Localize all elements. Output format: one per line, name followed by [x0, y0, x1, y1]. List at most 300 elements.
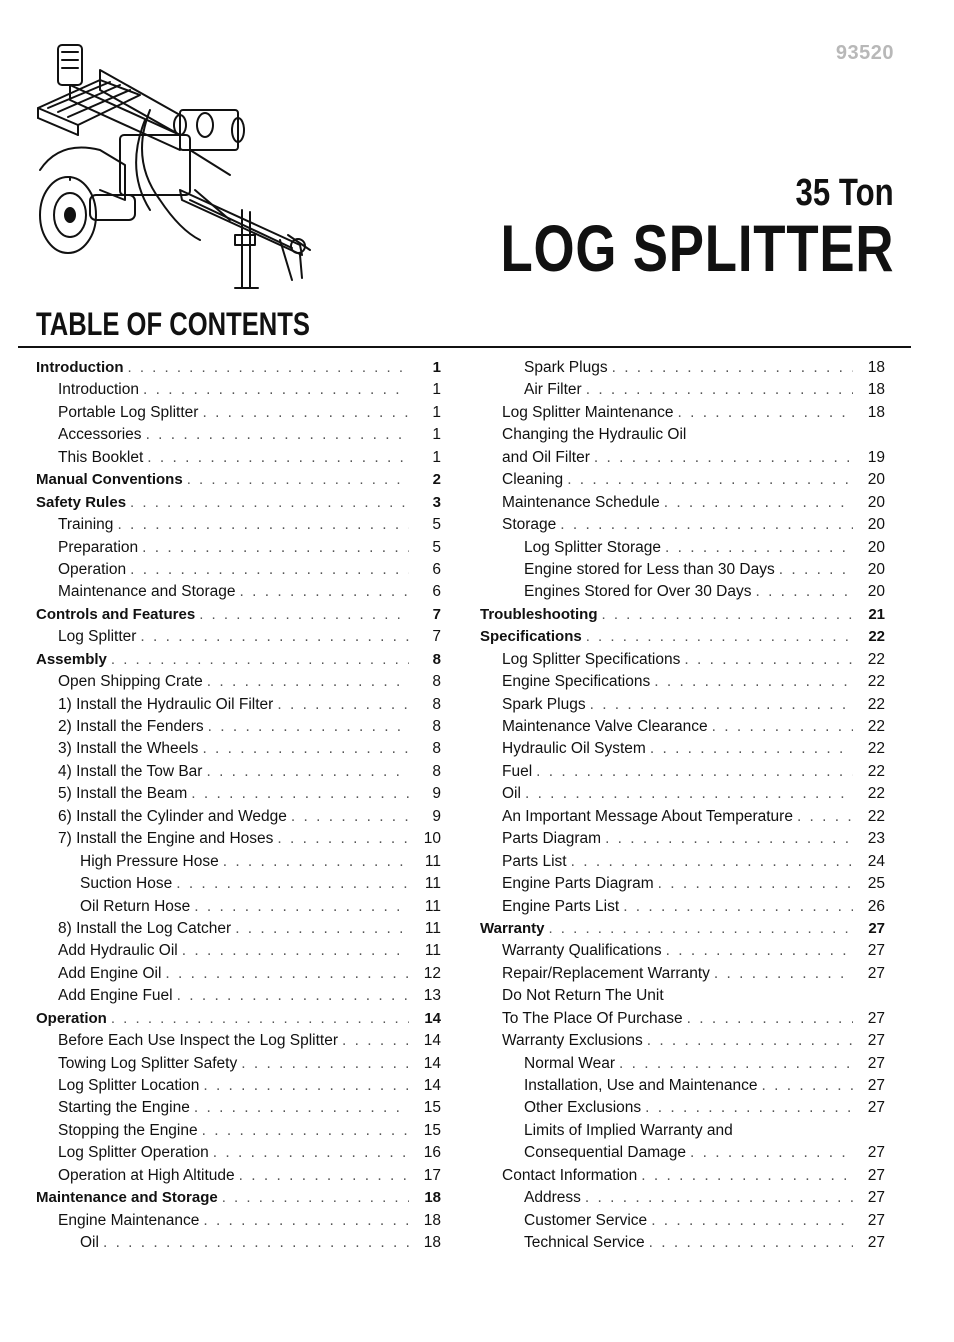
- dot-leader: [130, 494, 409, 511]
- capacity-label: 35 Ton: [795, 172, 894, 214]
- toc-entry[interactable]: [480, 740, 885, 762]
- dot-leader: [199, 606, 409, 623]
- toc-entry-page: 11: [424, 875, 441, 893]
- toc-entry-title: Spark Plugs: [524, 359, 608, 376]
- dot-leader: [240, 583, 409, 601]
- toc-entry-title: Towing Log Splitter Safety: [58, 1054, 238, 1072]
- toc-entry[interactable]: [480, 718, 885, 740]
- toc-entry-page: 18: [423, 1211, 441, 1229]
- toc-entry-title: Repair/Replacement Warranty: [502, 964, 710, 982]
- toc-entry-page: 19: [867, 448, 885, 466]
- dot-leader: [176, 875, 409, 893]
- toc-entry-title: An Important Message About Temperature: [502, 807, 793, 825]
- toc-entry-title: Customer Service: [524, 1211, 648, 1229]
- toc-entry[interactable]: [480, 965, 885, 987]
- dot-leader: [560, 516, 853, 534]
- toc-entry[interactable]: [480, 561, 885, 583]
- toc-entry-title: Add Hydraulic Oil: [58, 942, 178, 960]
- toc-entry-title: Hydraulic Oil System: [502, 740, 646, 758]
- toc-entry-page: 25: [867, 875, 885, 893]
- toc-entry-title: Controls and Features: [36, 605, 196, 623]
- toc-entry-page: 13: [423, 987, 441, 1005]
- toc-entry[interactable]: [36, 1212, 441, 1234]
- toc-entry[interactable]: [36, 920, 441, 942]
- toc-entry-page: 7: [432, 628, 441, 646]
- toc-entry-page: 27: [867, 1144, 885, 1162]
- toc-entry-title: Installation, Use and Maintenance: [524, 1077, 758, 1094]
- toc-entry[interactable]: [480, 853, 885, 875]
- toc-entry-title: 5) Install the Beam: [58, 785, 188, 803]
- toc-entry[interactable]: [36, 359, 441, 381]
- toc-entry-title: Cleaning: [502, 471, 564, 489]
- toc-entry-page: 2: [432, 471, 441, 489]
- dot-leader: [658, 875, 853, 893]
- dot-leader: [665, 539, 853, 557]
- dot-leader: [130, 561, 409, 579]
- toc-entry[interactable]: [36, 449, 441, 471]
- toc-entry-title: 6) Install the Cylinder and Wedge: [58, 807, 287, 825]
- dot-leader: [143, 381, 409, 399]
- toc-entry-page: 27: [867, 1077, 885, 1094]
- toc-entry[interactable]: [480, 1212, 885, 1234]
- dot-leader: [594, 449, 853, 467]
- toc-entry[interactable]: [36, 673, 441, 695]
- toc-entry-page: 8: [432, 740, 441, 758]
- toc-entry[interactable]: [36, 696, 441, 718]
- toc-entry[interactable]: [36, 516, 441, 538]
- toc-entry-title: Do Not Return The Unit: [502, 987, 664, 1005]
- dot-leader: [206, 763, 409, 781]
- toc-entry[interactable]: [480, 987, 885, 1009]
- toc-entry[interactable]: [36, 785, 441, 807]
- toc-entry-title: Operation at High Altitude: [58, 1166, 235, 1184]
- dot-leader: [194, 1099, 409, 1117]
- dot-leader: [536, 763, 853, 781]
- toc-entry-title: Preparation: [58, 538, 139, 556]
- toc-entry-page: 14: [423, 1054, 441, 1072]
- toc-entry-title: Engines Stored for Over 30 Days: [524, 583, 752, 601]
- toc-entry-title: Safety Rules: [36, 493, 127, 511]
- toc-entry-page: 22: [867, 762, 885, 780]
- toc-entry-title: Log Splitter Specifications: [502, 650, 681, 668]
- dot-leader: [651, 1212, 853, 1230]
- toc-entry-title: Maintenance Valve Clearance: [502, 718, 708, 735]
- dot-leader: [140, 628, 409, 646]
- toc-entry-page: 11: [424, 919, 441, 937]
- dot-leader: [342, 1032, 409, 1050]
- toc-entry-page: 5: [432, 538, 441, 556]
- toc-entry-page: 27: [867, 1189, 885, 1207]
- toc-entry[interactable]: [480, 606, 885, 628]
- toc-heading: TABLE OF CONTENTS: [36, 306, 310, 342]
- toc-entry-page: 18: [867, 359, 885, 376]
- dot-leader: [666, 942, 853, 960]
- toc-left-column: [36, 359, 441, 1257]
- toc-entry-title: Operation: [36, 1009, 107, 1027]
- toc-entry[interactable]: [480, 516, 885, 538]
- model-number: 93520: [835, 42, 894, 64]
- dot-leader: [291, 808, 409, 826]
- dot-leader: [567, 471, 853, 489]
- toc-entry-page: 21: [868, 605, 885, 623]
- toc-entry-page: 22: [867, 650, 885, 668]
- dot-leader: [202, 404, 409, 422]
- dot-leader: [525, 785, 853, 803]
- dot-leader: [612, 359, 853, 377]
- toc-entry-page: 10: [423, 830, 441, 848]
- toc-entry-page: 27: [867, 1166, 885, 1184]
- toc-entry[interactable]: [480, 898, 885, 920]
- toc-entry-title: Log Splitter Location: [58, 1077, 200, 1094]
- toc-entry-title: Engine Parts List: [502, 897, 620, 915]
- toc-entry-page: 8: [432, 762, 441, 780]
- toc-entry-page: 1: [432, 403, 441, 421]
- toc-entry-page: 8: [432, 718, 441, 735]
- toc-entry[interactable]: [36, 404, 441, 426]
- dot-leader: [191, 785, 409, 803]
- toc-entry[interactable]: [480, 381, 885, 403]
- toc-entry-title: 3) Install the Wheels: [58, 740, 199, 758]
- toc-entry[interactable]: [36, 539, 441, 561]
- toc-entry-page: 18: [867, 403, 885, 421]
- dot-leader: [619, 1055, 853, 1073]
- dot-leader: [222, 1189, 409, 1206]
- dot-leader: [111, 1010, 409, 1027]
- toc-entry-title: Engine stored for Less than 30 Days: [524, 560, 775, 578]
- toc-entry[interactable]: [36, 740, 441, 762]
- dot-leader: [202, 1122, 409, 1140]
- toc-entry[interactable]: [36, 830, 441, 852]
- dot-leader: [585, 1189, 853, 1207]
- toc-entry[interactable]: [480, 1010, 885, 1032]
- toc-entry-page: 9: [432, 807, 441, 825]
- toc-entry[interactable]: [36, 1122, 441, 1144]
- toc-entry[interactable]: [36, 875, 441, 897]
- toc-entry[interactable]: [36, 987, 441, 1009]
- toc-entry-title: Normal Wear: [524, 1054, 616, 1072]
- dot-leader: [755, 583, 853, 601]
- toc-entry-title: Address: [524, 1189, 581, 1207]
- dot-leader: [203, 1077, 409, 1095]
- toc-entry-page: 11: [424, 897, 441, 915]
- dot-leader: [641, 1167, 853, 1185]
- toc-entry[interactable]: [480, 785, 885, 807]
- dot-leader: [690, 1144, 853, 1162]
- dot-leader: [213, 1144, 409, 1162]
- log-splitter-illustration: [30, 40, 315, 292]
- dot-leader: [127, 359, 409, 376]
- dot-leader: [103, 1234, 409, 1252]
- toc-entry-title: Specifications: [480, 628, 582, 646]
- toc-entry-title: Before Each Use Inspect the Log Splitter: [58, 1032, 339, 1050]
- toc-entry[interactable]: [480, 426, 885, 448]
- dot-leader: [649, 1234, 853, 1252]
- toc-entry[interactable]: [36, 381, 441, 403]
- toc-entry[interactable]: [36, 1234, 441, 1256]
- toc-entry-page: 20: [867, 538, 885, 556]
- toc-entry-page: 20: [867, 583, 885, 601]
- toc-entry-page: 24: [867, 852, 885, 870]
- toc-entry[interactable]: [36, 1010, 441, 1032]
- toc-entry-title: Assembly: [36, 650, 107, 668]
- toc-entry[interactable]: [480, 696, 885, 718]
- toc-entry-page: 6: [432, 583, 441, 601]
- toc-entry[interactable]: [36, 1099, 441, 1121]
- dot-leader: [239, 1167, 409, 1185]
- toc-entry-title: Add Engine Fuel: [58, 987, 173, 1005]
- toc-entry[interactable]: [36, 1055, 441, 1077]
- toc-entry-page: 18: [423, 1234, 441, 1252]
- toc-entry-title: Stopping the Engine: [58, 1121, 198, 1139]
- toc-entry[interactable]: [36, 628, 441, 650]
- toc-entry-page: 11: [424, 852, 441, 870]
- toc-entry[interactable]: [480, 1122, 885, 1144]
- toc-entry-page: 26: [867, 897, 885, 915]
- toc-entry-page: 1: [432, 359, 441, 376]
- toc-entry[interactable]: [480, 763, 885, 785]
- toc-entry[interactable]: [480, 651, 885, 673]
- toc-entry-page: 22: [867, 807, 885, 825]
- dot-leader: [165, 965, 409, 983]
- dot-leader: [194, 898, 409, 916]
- toc-entry-title: Portable Log Splitter: [58, 403, 199, 421]
- dot-leader: [117, 516, 409, 534]
- toc-entry-page: 1: [432, 381, 441, 399]
- toc-entry-page: 11: [424, 942, 441, 960]
- dot-leader: [208, 718, 409, 736]
- toc-entry-page: 5: [432, 516, 441, 534]
- dot-leader: [207, 673, 409, 691]
- toc-entry-title: Log Splitter Storage: [524, 538, 662, 556]
- toc-entry[interactable]: [36, 426, 441, 448]
- toc-entry[interactable]: [480, 1032, 885, 1054]
- toc-entry-title: Oil: [502, 785, 521, 803]
- toc-entry-page: 14: [423, 1077, 441, 1094]
- toc-entry[interactable]: [36, 1077, 441, 1099]
- toc-entry-page: 20: [867, 560, 885, 578]
- toc-entry[interactable]: [480, 830, 885, 852]
- toc-entry[interactable]: [480, 471, 885, 493]
- toc-entry-title: 7) Install the Engine and Hoses: [58, 830, 274, 848]
- toc-entry[interactable]: [480, 359, 885, 381]
- dot-leader: [590, 696, 853, 714]
- dot-leader: [277, 696, 409, 714]
- toc-entry[interactable]: [36, 651, 441, 673]
- toc-entry-title: Limits of Implied Warranty and: [524, 1121, 733, 1139]
- dot-leader: [602, 606, 854, 623]
- toc-entry-title: and Oil Filter: [502, 448, 590, 466]
- toc-entry[interactable]: [480, 1234, 885, 1256]
- toc-entry-page: 22: [868, 628, 885, 646]
- toc-entry-title: Accessories: [58, 426, 142, 444]
- dot-leader: [111, 651, 409, 668]
- toc-entry[interactable]: [480, 1055, 885, 1077]
- dot-leader: [142, 539, 409, 557]
- toc-right-column: [480, 359, 885, 1257]
- toc-entry-page: 1: [432, 426, 441, 444]
- toc-entry[interactable]: [480, 920, 885, 942]
- toc-entry[interactable]: [480, 1144, 885, 1166]
- toc-entry-title: Operation: [58, 560, 127, 578]
- toc-entry[interactable]: [36, 853, 441, 875]
- toc-entry-page: 15: [423, 1121, 441, 1139]
- toc-entry-title: 4) Install the Tow Bar: [58, 762, 203, 780]
- toc-entry-page: 20: [867, 471, 885, 489]
- dot-leader: [177, 987, 409, 1005]
- toc-entry-page: 12: [423, 964, 441, 982]
- toc-entry-title: Warranty: [480, 919, 545, 937]
- toc-entry[interactable]: [480, 628, 885, 650]
- dot-leader: [548, 920, 853, 937]
- toc-entry[interactable]: [480, 673, 885, 695]
- toc-entry[interactable]: [36, 606, 441, 628]
- toc-entry-page: 15: [423, 1099, 441, 1117]
- dot-leader: [182, 942, 409, 960]
- toc-entry[interactable]: [36, 1032, 441, 1054]
- toc-entry-title: 1) Install the Hydraulic Oil Filter: [58, 695, 274, 713]
- toc-entry[interactable]: [36, 494, 441, 516]
- toc-entry-page: 27: [867, 942, 885, 960]
- toc-entry-page: 27: [867, 964, 885, 982]
- toc-entry-title: Parts Diagram: [502, 830, 602, 848]
- toc-entry-title: Suction Hose: [80, 875, 173, 893]
- toc-entry-title: Warranty Qualifications: [502, 942, 662, 960]
- toc-entry[interactable]: [36, 965, 441, 987]
- toc-entry-title: High Pressure Hose: [80, 852, 219, 870]
- toc-entry-title: Introduction: [58, 381, 139, 399]
- toc-entry[interactable]: [480, 942, 885, 964]
- toc-entry-page: 27: [868, 919, 885, 937]
- toc-entry[interactable]: [36, 808, 441, 830]
- toc-entry-page: 16: [423, 1144, 441, 1162]
- toc-entry-page: 27: [867, 1211, 885, 1229]
- toc-entry[interactable]: [36, 942, 441, 964]
- toc-entry-page: 8: [432, 650, 441, 668]
- dot-leader: [762, 1077, 853, 1095]
- toc-entry-title: Other Exclusions: [524, 1099, 642, 1117]
- toc-entry-title: Oil Return Hose: [80, 897, 191, 915]
- toc-entry[interactable]: [480, 1099, 885, 1121]
- dot-leader: [664, 494, 853, 512]
- toc-entry[interactable]: [36, 561, 441, 583]
- dot-leader: [687, 1010, 853, 1028]
- toc-entry-page: 3: [432, 493, 441, 511]
- dot-leader: [650, 740, 853, 758]
- toc-entry[interactable]: [480, 449, 885, 471]
- toc-entry-page: 7: [432, 605, 441, 623]
- toc-entry-title: Maintenance Schedule: [502, 493, 660, 511]
- toc-entry[interactable]: [36, 763, 441, 785]
- toc-entry-page: 27: [867, 1099, 885, 1117]
- toc-entry-title: Warranty Exclusions: [502, 1032, 643, 1050]
- toc-entry[interactable]: [480, 494, 885, 516]
- toc-entry-page: 20: [867, 493, 885, 511]
- dot-leader: [654, 673, 853, 691]
- toc-entry-title: To The Place Of Purchase: [502, 1009, 683, 1027]
- dot-leader: [146, 426, 409, 444]
- dot-leader: [647, 1032, 853, 1050]
- toc-entry-title: Maintenance and Storage: [58, 583, 236, 601]
- toc-entry[interactable]: [480, 875, 885, 897]
- toc-entry-page: 18: [424, 1189, 441, 1207]
- toc-entry-page: 27: [867, 1234, 885, 1252]
- toc-entry-title: Log Splitter: [58, 628, 137, 646]
- toc-entry[interactable]: [36, 1167, 441, 1189]
- toc-entry-page: 14: [424, 1009, 441, 1027]
- toc-entry-title: Consequential Damage: [524, 1144, 686, 1162]
- toc-entry-page: 17: [423, 1166, 441, 1184]
- toc-entry-title: Engine Specifications: [502, 673, 651, 691]
- toc-entry-page: 22: [867, 785, 885, 803]
- toc-entry[interactable]: [480, 1189, 885, 1211]
- toc-entry-title: Engine Parts Diagram: [502, 875, 654, 893]
- toc-entry[interactable]: [36, 471, 441, 493]
- toc-entry[interactable]: [480, 404, 885, 426]
- dot-leader: [605, 830, 853, 848]
- toc-entry-title: Log Splitter Maintenance: [502, 403, 674, 421]
- toc-entry-title: Maintenance and Storage: [36, 1189, 218, 1207]
- dot-leader: [147, 449, 409, 467]
- toc-entry[interactable]: [480, 539, 885, 561]
- toc-entry-page: 9: [432, 785, 441, 803]
- toc-entry[interactable]: [36, 898, 441, 920]
- toc-entry[interactable]: [480, 1167, 885, 1189]
- toc-entry-title: 8) Install the Log Catcher: [58, 919, 232, 937]
- toc-entry-title: Open Shipping Crate: [58, 673, 203, 691]
- dot-leader: [202, 740, 409, 758]
- dot-leader: [241, 1055, 409, 1073]
- toc-entry-title: Changing the Hydraulic Oil: [502, 426, 687, 444]
- dot-leader: [235, 920, 409, 938]
- dot-leader: [797, 808, 853, 826]
- toc-entry-page: 27: [867, 1032, 885, 1050]
- toc-entry-page: 1: [432, 448, 441, 466]
- dot-leader: [645, 1099, 853, 1117]
- toc-entry-page: 27: [867, 1009, 885, 1027]
- toc-entry[interactable]: [36, 1189, 441, 1211]
- dot-leader: [714, 965, 853, 983]
- toc-entry[interactable]: [480, 583, 885, 605]
- toc-entry[interactable]: [480, 808, 885, 830]
- dot-leader: [277, 830, 409, 848]
- toc-entry-title: Storage: [502, 516, 557, 534]
- toc-entry-title: Manual Conventions: [36, 471, 183, 489]
- toc-entry[interactable]: [480, 1077, 885, 1099]
- toc-entry[interactable]: [36, 583, 441, 605]
- dot-leader: [586, 628, 853, 645]
- toc-entry-title: Introduction: [36, 359, 124, 376]
- toc-entry-title: 2) Install the Fenders: [58, 718, 204, 735]
- toc-entry-title: Engine Maintenance: [58, 1211, 200, 1229]
- toc-entry[interactable]: [36, 1144, 441, 1166]
- toc-entry-title: Starting the Engine: [58, 1099, 190, 1117]
- toc-entry-page: 6: [432, 560, 441, 578]
- toc-entry-page: 14: [423, 1032, 441, 1050]
- dot-leader: [712, 718, 853, 736]
- toc-entry-title: Add Engine Oil: [58, 964, 162, 982]
- toc-entry-title: Troubleshooting: [480, 605, 598, 623]
- toc-entry-page: 8: [432, 695, 441, 713]
- toc-entry-page: 22: [867, 718, 885, 735]
- dot-leader: [677, 404, 853, 422]
- product-title: LOG SPLITTER: [500, 211, 894, 285]
- dot-leader: [223, 853, 409, 871]
- toc-entry[interactable]: [36, 718, 441, 740]
- dot-leader: [779, 561, 853, 579]
- toc-entry-page: 22: [867, 673, 885, 691]
- dot-leader: [203, 1212, 409, 1230]
- toc-entry-page: 23: [867, 830, 885, 848]
